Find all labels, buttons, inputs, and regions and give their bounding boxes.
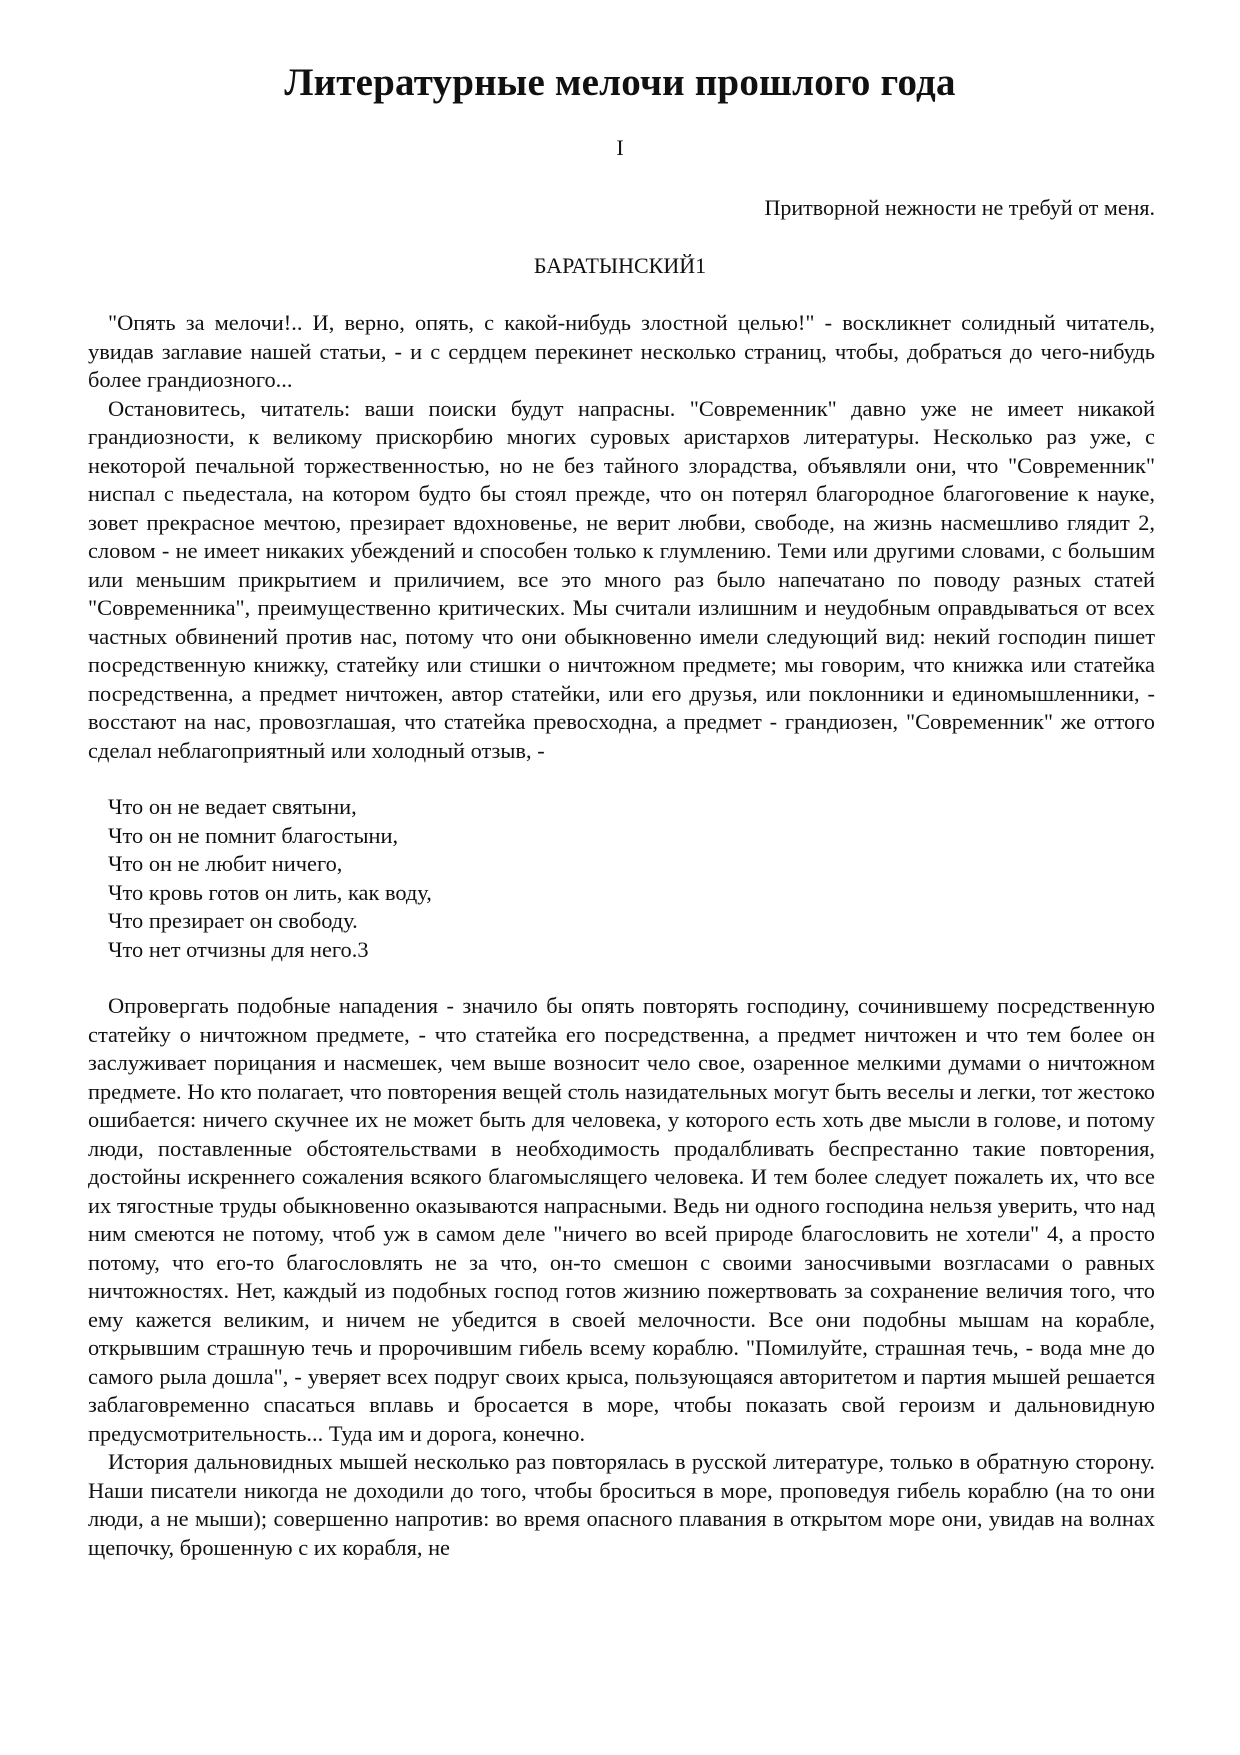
- epigraph-author: БАРАТЫНСКИЙ1: [533, 253, 707, 278]
- poem-line: Что кровь готов он лить, как воду,: [108, 879, 432, 905]
- epigraph-text: Притворной нежности не требуй от меня.: [764, 195, 1155, 220]
- poem-line: Что он не помнит благостыни,: [108, 822, 399, 848]
- paragraph: Опровергать подобные нападения - значило бы опять повторять господину, сочинившему посредственную статейку о ничтожном предмете, - что статейка его посредственна, а предмет ничтожен и что тем более он заслуживает порицания и насмешек, чем выше возносит чело свое, озаренное мелкими думами о ничтожном предмете. Но кто полагает, что повторения вещей столь назидательных могут быть веселы и легки, тот жестоко ошибается: ничего скучнее их не может быть для человека, у которого есть хоть две мысли в голове, и потому люди, поставленные обстоятельствами в необходимость продалбливать беспрестанно такие повторения, достойны искреннего сожаления всякого благомыслящего человека. И тем более следует пожалеть их, что все их тягостные труды обыкновенно оказываются напрасными. Ведь ни одного господина нельзя уверить, что над ним смеются не потому, чтоб уж в самом деле "ничего во всей природе благословить не хотели" 4, а просто потому, что его-то благословлять не за что, он-то смешон с своими заносчивыми возгласами о равных ничтожностях. Нет, каждый из подобных господ готов жизнию пожертвовать за сохранение величия того, что ему кажется великим, и ничем не убедится в своей мелочности. Все они подобны мышам на корабле, открывшим страшную течь и пророчившим гибель всему кораблю. "Помилуйте, страшная течь, - вода мне до самого рыла дошла", - уверяет всех подруг своих крыса, пользующаяся авторитетом и партия мышей решается заблаговременно спасаться вплавь и бросается в море, чтобы показать свой героизм и дальновидную предусмотрительность... Туда им и дорога, конечно.: [88, 993, 1155, 1446]
- paragraph: Остановитесь, читатель: ваши поиски будут напрасны. "Современник" давно уже не имеет никакой грандиозности, к великому прискорбию многих суровых аристархов литературы. Несколько раз уже, с некоторой печальной торжественностью, но не без тайного злорадства, объявляли они, что "Современник" ниспал с пьедестала, на котором будто бы стоял прежде, что он потерял благородное благоговение к науке, зовет прекрасное мечтою, презирает вдохновенье, не верит любви, свободе, на жизнь насмешливо глядит 2, словом - не имеет никаких убеждений и способен только к глумлению. Теми или другими словами, с большим или меньшим прикрытием и приличием, все это много раз было напечатано по поводу разных статей "Современника", преимущественно критических. Мы считали излишним и неудобным оправдываться от всех частных обвинений против нас, потому что они обыкновенно имели следующий вид: некий господин пишет посредственную книжку, статейку или стишки о ничтожном предмете; мы говорим, что книжка или статейка посредственна, а предмет ничтожен, автор статейки, или его друзья, или поклонники и единомышленники, - восстают на нас, провозглашая, что статейка превосходна, а предмет - грандиозен, "Современник" же оттого сделал неблагоприятный или холодный отзыв, -: [88, 395, 1155, 763]
- poem-line: Что он не любит ничего,: [108, 851, 343, 876]
- paragraph: "Опять за мелочи!.. И, верно, опять, с какой-нибудь злостной целью!" - воскликнет солидный читатель, увидав заглавие нашей статьи, - и с сердцем перекинет несколько страниц, чтобы, добраться до чего-нибудь более грандиозного...: [88, 310, 1155, 392]
- paragraph: История дальновидных мышей несколько раз повторялась в русской литературе, только в обратную сторону. Наши писатели никогда не доходили до того, чтобы броситься в море, проповедуя гибель кораблю (на то они люди, а не мыши); совершенно напротив: во время опасного плавания в открытом море они, увидав на волнах щепочку, брошенную с их корабля, не: [88, 1449, 1155, 1560]
- poem-line: Что презирает он свободу.: [108, 908, 358, 933]
- article-body: [88, 309, 1155, 1562]
- page-title: Литературные мелочи прошлого года: [284, 61, 956, 104]
- poem-line: Что нет отчизны для него.3: [108, 936, 369, 962]
- poem-quote: [108, 793, 1155, 964]
- section-number: I: [616, 135, 624, 160]
- poem-line: Что он не ведает святыни,: [108, 794, 357, 819]
